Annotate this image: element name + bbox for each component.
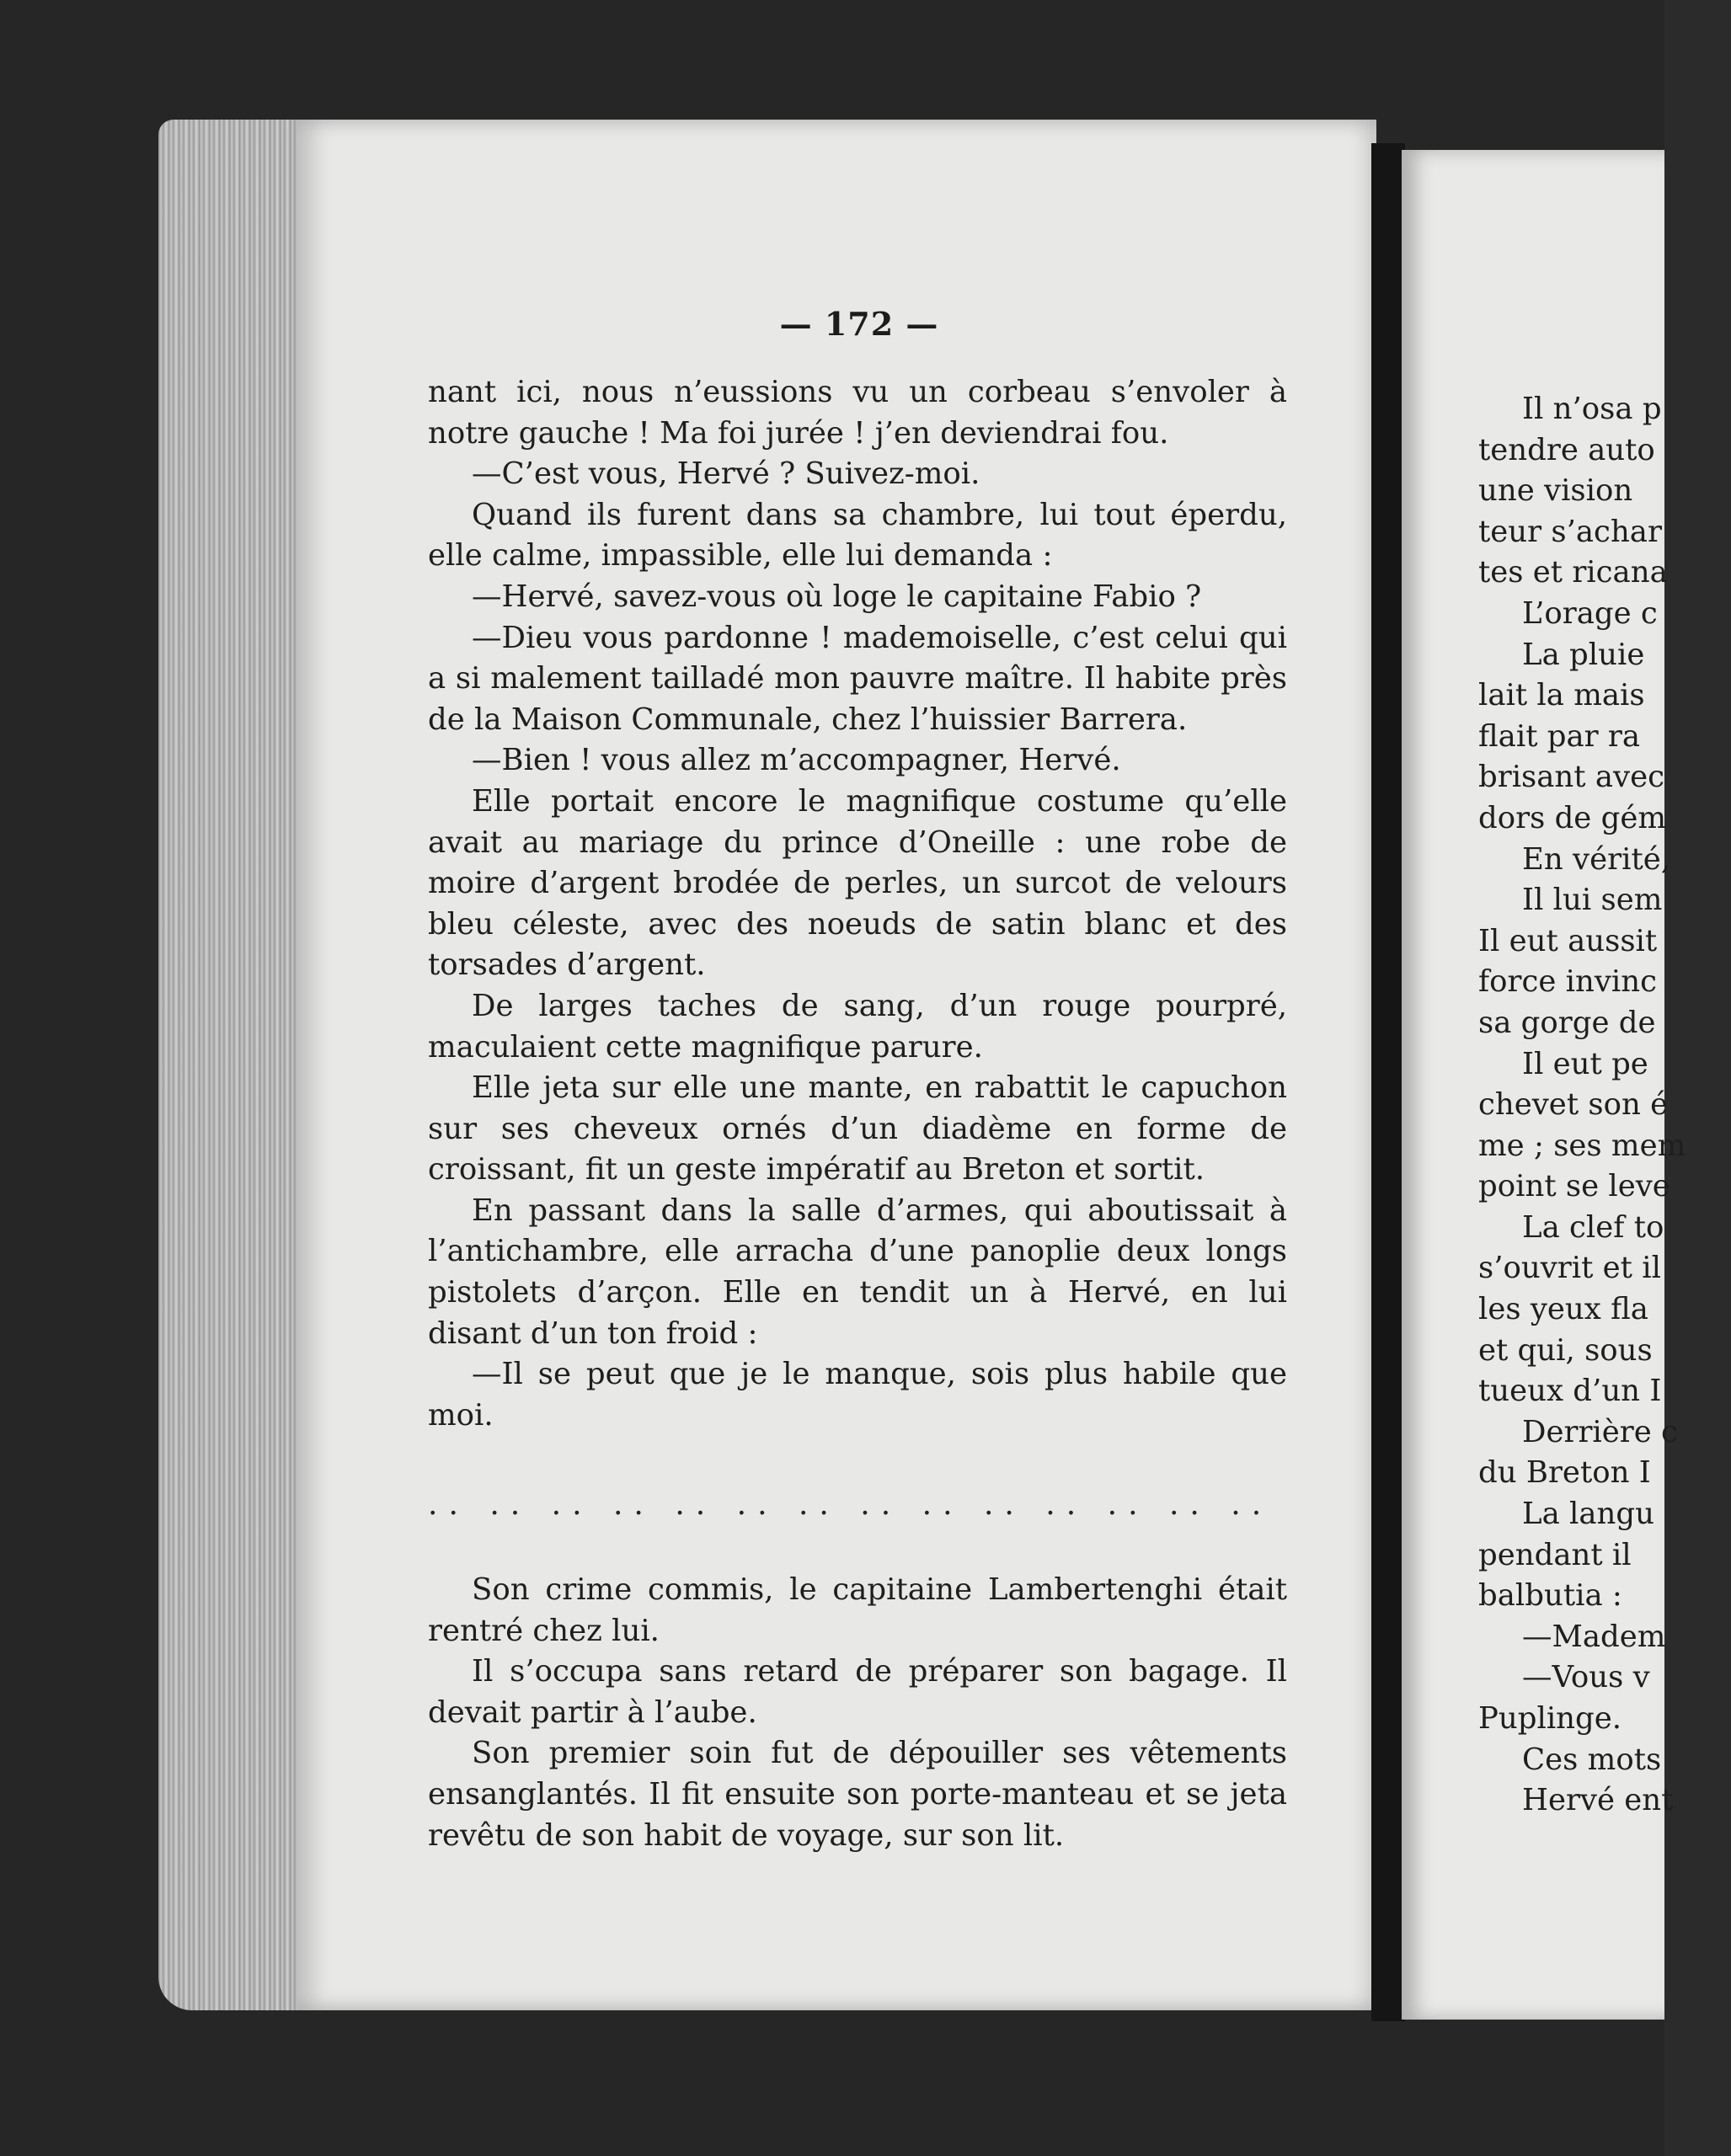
text-line: teur s’achar (1478, 514, 1662, 549)
text-line: tendre auto (1478, 432, 1655, 467)
text-line: L’orage c (1522, 595, 1658, 631)
book-page-edges (158, 120, 302, 2010)
paragraph: Elle portait encore le magnifique costume qu’elle avait au mariage du prince d’Oneille : une robe de moire d’argent brodée de perles, un surcot de velours bleu céleste, avec des noeuds de satin blanc et des torsades d’argent. (428, 783, 1287, 983)
text-line: et qui, sous (1478, 1332, 1653, 1368)
text-line: tueux d’un I (1478, 1374, 1662, 1409)
left-page-text (428, 372, 1287, 1856)
text-line: balbutia : (1478, 1578, 1622, 1614)
text-line: Ces mots (1522, 1742, 1662, 1777)
text-line: La clef to (1522, 1209, 1664, 1245)
text-line: Puplinge. (1478, 1701, 1622, 1736)
text-line: sa gorge de (1478, 1005, 1656, 1040)
paragraph: —Hervé, savez-vous où loge le capitaine Fabio ? (472, 579, 1202, 614)
text-line: une vision (1478, 473, 1633, 509)
paragraph: —C’est vous, Hervé ? Suivez-moi. (472, 456, 980, 492)
page-number: — 172 — (779, 305, 939, 343)
text-line: s’ouvrit et il (1478, 1251, 1661, 1286)
text-line: du Breton I (1478, 1455, 1651, 1491)
paragraph: —Il se peut que je le manque, sois plus habile que moi. (428, 1357, 1287, 1433)
paragraph: nant ici, nous n’eussions vu un corbeau s’envoler à notre gauche ! Ma foi jurée ! j’en deviendrai fou. (428, 375, 1287, 451)
text-line: pendant il (1478, 1537, 1632, 1572)
text-line: Il eut pe (1522, 1046, 1648, 1081)
text-line: chevet son é (1478, 1087, 1669, 1123)
paragraph: Quand ils furent dans sa chambre, lui tout éperdu, elle calme, impassible, elle lui demanda : (428, 497, 1287, 574)
text-line: point se leve (1478, 1169, 1670, 1204)
paragraph: Il s’occupa sans retard de préparer son bagage. Il devait partir à l’aube. (428, 1654, 1287, 1730)
section-separator: .. .. .. .. .. .. .. .. .. .. .. .. .. .. (428, 1487, 1273, 1523)
paragraph: —Bien ! vous allez m’accompagner, Hervé. (472, 743, 1121, 778)
text-line: brisant avec (1478, 760, 1664, 795)
text-line: lait la mais (1478, 678, 1645, 713)
text-line: Hervé ent (1522, 1783, 1674, 1818)
text-line: La langu (1522, 1497, 1654, 1532)
text-line: Il lui sem (1522, 883, 1663, 918)
text-line: En vérité, (1522, 841, 1671, 877)
book-gutter (1371, 143, 1405, 2021)
text-line: force invinc (1478, 964, 1658, 1000)
text-line: tes et ricana (1478, 555, 1668, 590)
text-line: les yeux fla (1478, 1292, 1648, 1327)
paragraph: —Dieu vous pardonne ! mademoiselle, c’est celui qui a si malement tailladé mon pauvre maître. Il habite près de la Maison Communale, chez l’huissier Barrera. (428, 620, 1287, 737)
text-line: —Madem (1522, 1619, 1666, 1654)
right-page-text (1478, 389, 1731, 1822)
text-line: La pluie (1522, 637, 1645, 672)
paragraph: Son crime commis, le capitaine Lambertenghi était rentré chez lui. (428, 1572, 1287, 1648)
text-line: Il eut aussit (1478, 923, 1658, 958)
paragraph: Elle jeta sur elle une mante, en rabattit le capuchon sur ses cheveux ornés d’un diadème en forme de croissant, fit un geste impératif au Breton et sortit. (428, 1070, 1287, 1187)
paragraph: En passant dans la salle d’armes, qui aboutissait à l’antichambre, elle arracha d’une panoplie deux longs pistolets d’arçon. Elle en tendit un à Hervé, en lui disant d’un ton froid : (428, 1193, 1287, 1351)
paragraph: Son premier soin fut de dépouiller ses vêtements ensanglantés. Il fit ensuite son porte-manteau et se jeta revêtu de son habit de voyage, sur son lit. (428, 1736, 1287, 1853)
paragraph: De larges taches de sang, d’un rouge pourpré, maculaient cette magnifique parure. (428, 988, 1287, 1065)
text-line: Derrière c (1522, 1414, 1678, 1449)
text-line: flait par ra (1478, 718, 1641, 754)
text-line: Il n’osa p (1522, 392, 1662, 426)
text-line: dors de gém (1478, 800, 1666, 835)
text-line: me ; ses mem (1478, 1128, 1686, 1163)
text-line: —Vous v (1522, 1660, 1650, 1695)
